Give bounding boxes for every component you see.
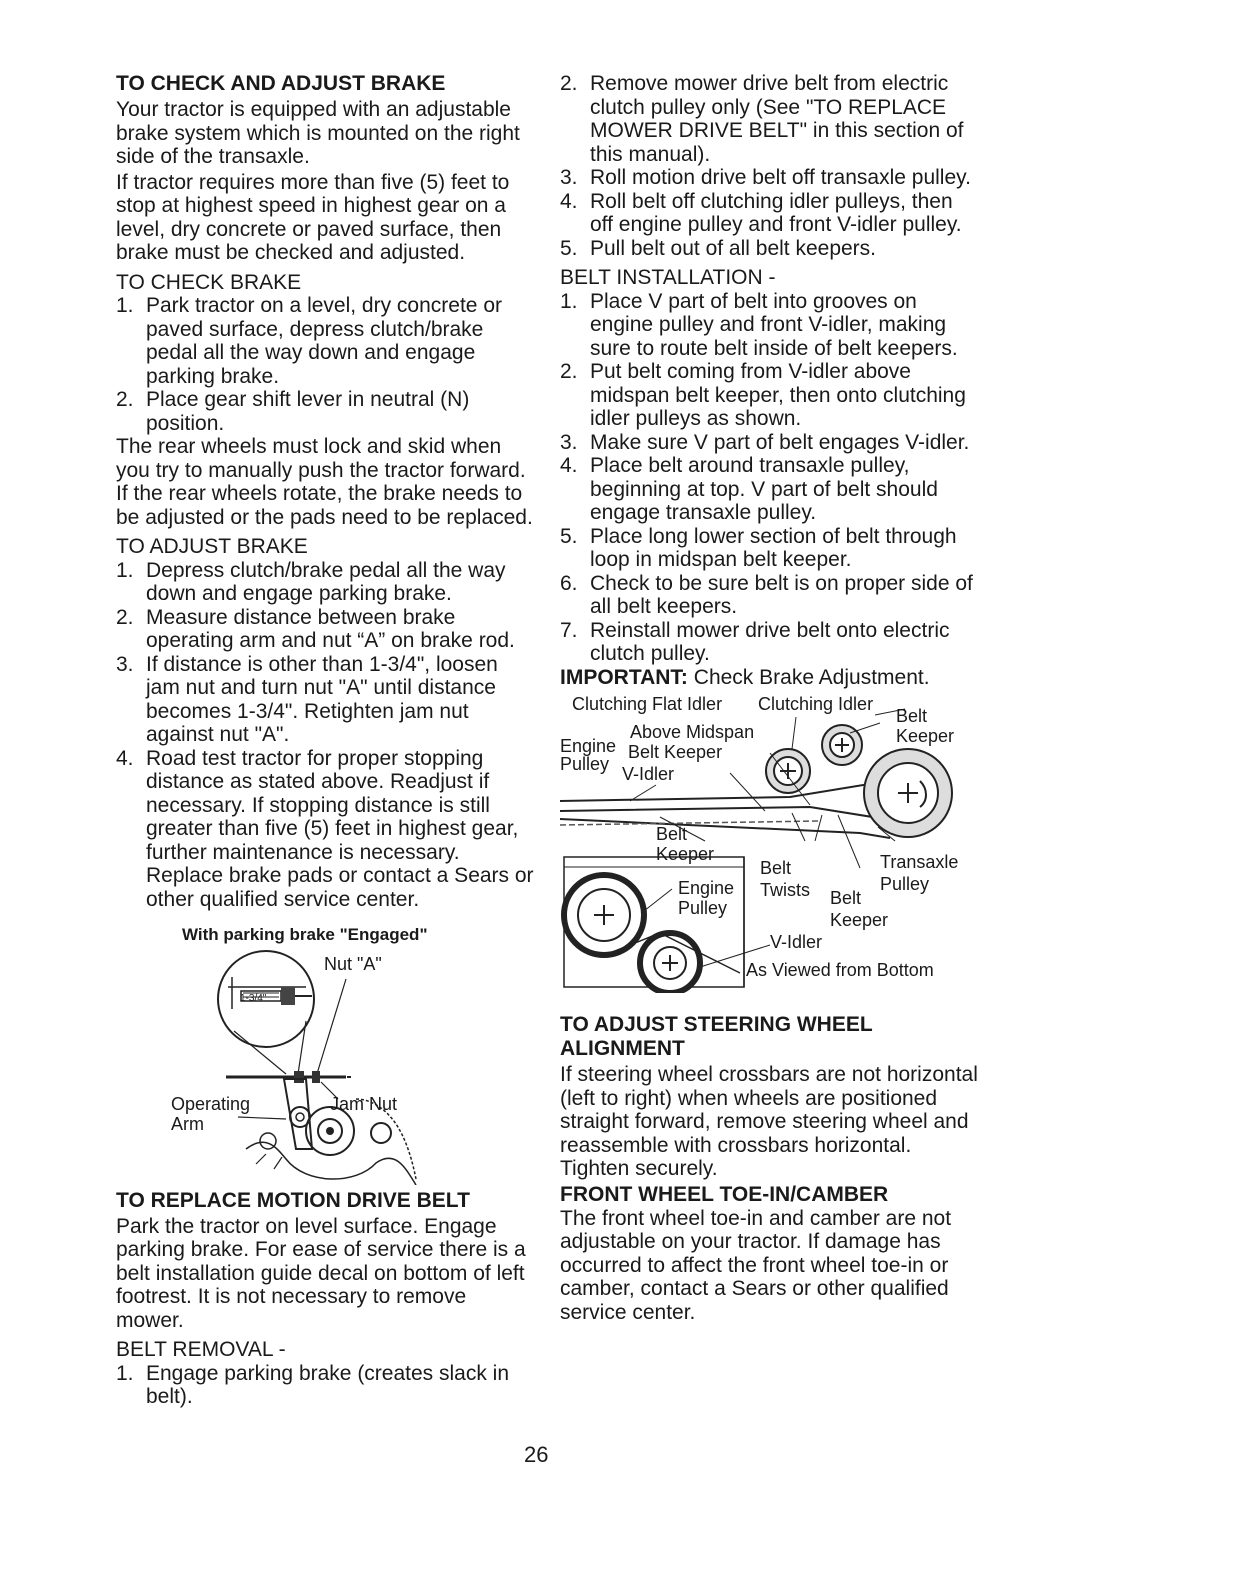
list-item: 4. Roll belt off clutching idler pulleys, then off engine pulley and front V-idler pulley. [560, 189, 962, 236]
list-item: 4. Place belt around transaxle pulley, beginning at top. V part of belt should engage transaxle pulley. [560, 454, 938, 524]
transaxle-label: Transaxle [880, 852, 959, 872]
toe-camber-paragraph: The front wheel toe-in and camber are not adjustable on your tractor. If damage has occurred to affect the front wheel toe-in or camber, contact a Sears or other qualified service center. [560, 1206, 952, 1324]
belt-keeper-top-label: Belt [896, 706, 928, 726]
list-item: 1. Depress clutch/brake pedal all the way down and engage parking brake. [116, 558, 506, 605]
list-item: 1. Park tractor on a level, dry concrete or paved surface, depress clutch/brake pedal all the way down and engage parking brake. [116, 294, 502, 388]
arm-label: Arm [171, 1113, 204, 1134]
steering-section-title: TO ADJUST STEERING WHEEL ALIGNMENT [560, 1013, 873, 1060]
list-item: 2. Place gear shift lever in neutral (N) position. [116, 388, 470, 435]
twists-label: Twists [760, 880, 811, 900]
engine-pulley-top-label: Engine [560, 736, 617, 756]
pulley-box-label: Pulley [678, 898, 728, 918]
keeper-top-label: Keeper [896, 726, 955, 746]
v-idler-top-label: V-Idler [622, 764, 675, 784]
belt-low-label: Belt [830, 888, 862, 908]
left-column [116, 72, 536, 1409]
belt-routing-diagram [560, 693, 980, 993]
list-item: 2. Remove mower drive belt from electric clutch pulley only (See "TO REPLACE MOWER DRIVE BELT" in this section of this manual). [560, 72, 964, 166]
clutching-flat-idler-label: Clutching Flat Idler [572, 694, 723, 714]
keeper-low-label: Keeper [830, 910, 889, 930]
belt-installation-steps [560, 290, 980, 666]
belt-keeper-label: Belt Keeper [628, 742, 723, 762]
toe-camber-heading: FRONT WHEEL TOE-IN/CAMBER [560, 1182, 889, 1206]
page-number: 26 [524, 1442, 549, 1467]
important-note [560, 666, 980, 690]
as-viewed-label: As Viewed from Bottom [746, 960, 934, 980]
keeper-mid-label: Keeper [656, 844, 715, 864]
list-item: 5. Place long lower section of belt through loop in midspan belt keeper. [560, 524, 957, 571]
belt-twists-label: Belt [760, 858, 792, 878]
list-item: 1. Place V part of belt into grooves on engine pulley and front V-idler, making sure to route belt inside of belt keepers. [560, 289, 958, 360]
list-item: 3. Roll motion drive belt off transaxle pulley. [560, 166, 971, 189]
pulley-top-label: Pulley [560, 754, 610, 774]
brake-section-title: TO CHECK AND ADJUST BRAKE [116, 72, 446, 95]
belt-removal-steps-continued [560, 72, 980, 260]
engine-box-label: Engine [678, 878, 735, 898]
list-item: 4. Road test tractor for proper stopping distance as stated above. Readjust if necessary. If stopping distance is still greater than five (5) feet in highest gear, further maintenance is necessary. Replace brake pads or contact a Sears or other qualified service center. [116, 746, 534, 911]
check-brake-note: The rear wheels must lock and skid when you try to manually push the tractor forward. If the rear wheels rotate, the brake needs to be adjusted or the pads need to be replaced. [116, 435, 533, 529]
list-item: 2. Put belt coming from V-idler above midspan belt keeper, then onto clutching idler pulleys as shown. [560, 360, 966, 430]
list-item: 7. Reinstall mower drive belt onto electric clutch pulley. [560, 618, 950, 665]
right-column [560, 72, 980, 1326]
transaxle-pulley-label: Pulley [880, 874, 930, 894]
brake-intro-paragraph: Your tractor is equipped with an adjustable brake system which is mounted on the right side of the transaxle. [116, 98, 520, 168]
list-item: 5. Pull belt out of all belt keepers. [560, 236, 877, 260]
brake-diagram-illustration [116, 949, 536, 1185]
v-idler-low-label: V-Idler [770, 932, 823, 952]
list-item: 1. Engage parking brake (creates slack in belt). [116, 1361, 510, 1408]
brake-figure-caption: With parking brake "Engaged" [182, 925, 428, 944]
nut-a-label: Nut "A" [324, 953, 382, 974]
belt-removal-steps [116, 1362, 536, 1409]
adjust-brake-steps [116, 559, 536, 912]
brake-intro-paragraph-2: If tractor requires more than five (5) feet to stop at highest speed in highest gear on a level, dry concrete or paved surface, then brake must be checked and adjusted. [116, 170, 510, 264]
dimension-label: 1-3/4" [240, 992, 267, 1004]
list-item: 6. Check to be sure belt is on proper side of all belt keepers. [560, 571, 973, 618]
operating-label: Operating [171, 1093, 251, 1114]
list-item: 3. If distance is other than 1-3/4", loosen jam nut and turn nut "A" until distance becomes 1-3/4". Retighten jam nut against nut "A". [116, 652, 498, 746]
above-midspan-label: Above Midspan [630, 722, 755, 742]
brake-diagram [116, 949, 536, 1185]
important-label: IMPORTANT: [560, 665, 688, 689]
clutching-idler-label: Clutching Idler [758, 694, 874, 714]
adjust-brake-heading: TO ADJUST BRAKE [116, 535, 308, 558]
belt-installation-heading: BELT INSTALLATION - [560, 266, 776, 289]
motion-belt-intro: Park the tractor on level surface. Engage parking brake. For ease of service there is a belt installation guide decal on bottom of left footrest. It is not necessary to remove mower. [116, 1214, 526, 1332]
steering-paragraph: If steering wheel crossbars are not horizontal (left to right) when wheels are positioned straight forward, remove steering wheel and reassemble with crossbars horizontal. Tighten securely. [560, 1063, 978, 1180]
list-item: 2. Measure distance between brake operating arm and nut “A” on brake rod. [116, 605, 515, 652]
belt-mid-label: Belt [656, 824, 688, 844]
jam-nut-label: Jam Nut [330, 1093, 398, 1114]
motion-belt-section-title: TO REPLACE MOTION DRIVE BELT [116, 1188, 470, 1212]
list-item: 3. Make sure V part of belt engages V-idler. [560, 430, 970, 454]
belt-removal-heading: BELT REMOVAL - [116, 1338, 286, 1361]
important-text: Check Brake Adjustment. [693, 665, 930, 689]
check-brake-heading: TO CHECK BRAKE [116, 270, 302, 294]
check-brake-steps [116, 294, 536, 435]
